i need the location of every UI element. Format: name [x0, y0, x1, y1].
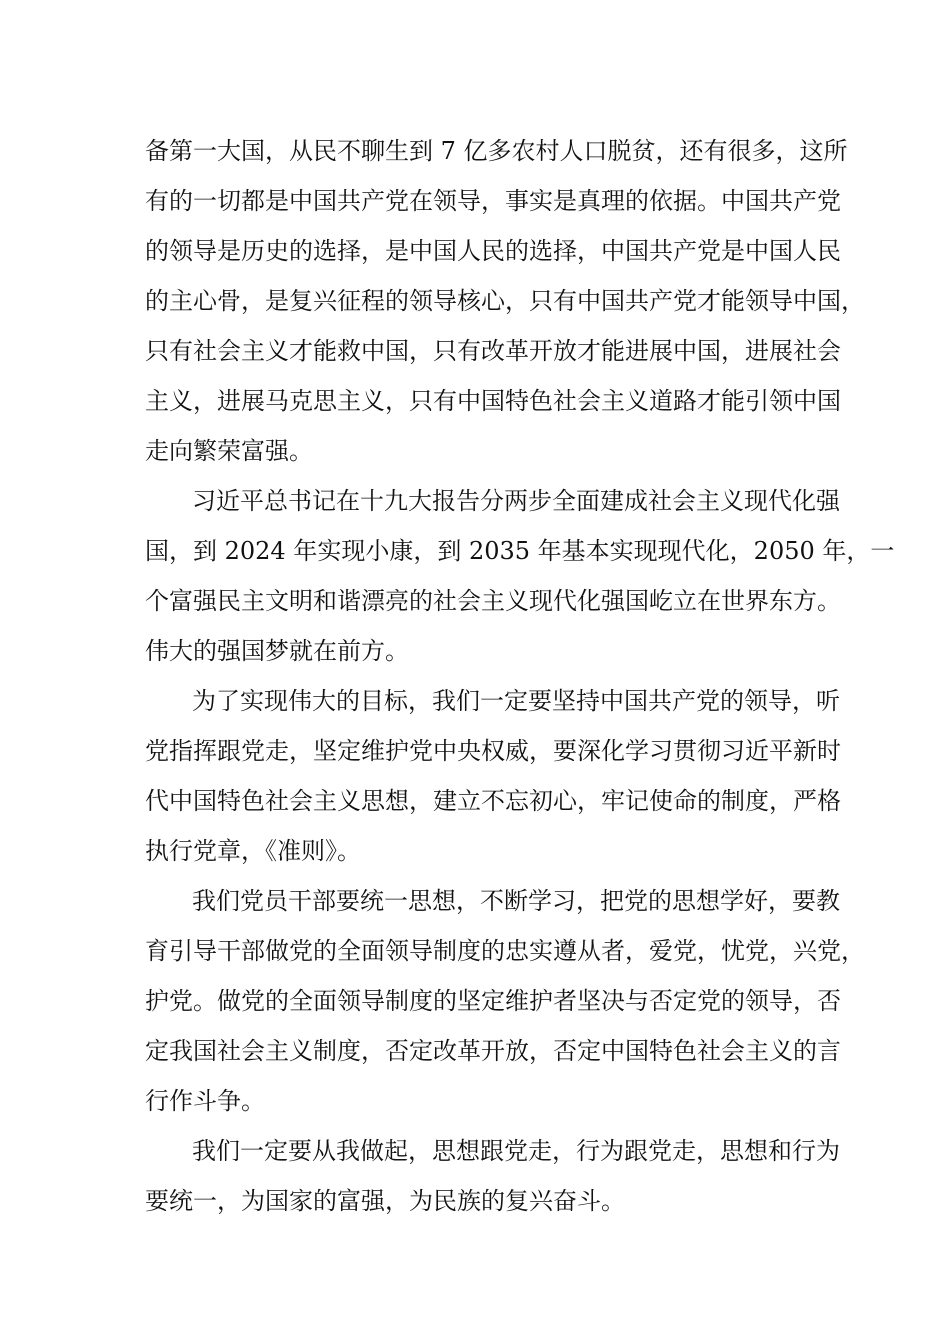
text-line: 护党。做党的全面领导制度的坚定维护者坚决与否定党的领导，否 — [145, 987, 841, 1015]
text-line: 的领导是历史的选择，是中国人民的选择，中国共产党是中国人民 — [145, 237, 841, 265]
text-line: 个富强民主文明和谐漂亮的社会主义现代化强国屹立在世界东方。 — [145, 587, 841, 615]
paragraph-first-line: 习近平总书记在十九大报告分两步全面建成社会主义现代化强 — [192, 487, 840, 515]
text-line: 执行党章，《准则》。 — [145, 837, 361, 865]
text-line: 代中国特色社会主义思想，建立不忘初心，牢记使命的制度，严格 — [145, 787, 841, 815]
paragraph-first-line: 我们党员干部要统一思想，不断学习，把党的思想学好，要教 — [192, 887, 840, 915]
text-line: 走向繁荣富强。 — [145, 437, 313, 465]
text-line: 备第一大国，从民不聊生到 7 亿多农村人口脱贫，还有很多，这所 — [145, 137, 848, 165]
paragraph-first-line: 我们一定要从我做起，思想跟党走，行为跟党走，思想和行为 — [192, 1137, 840, 1165]
text-line: 行作斗争。 — [145, 1087, 265, 1115]
text-line: 国，到 2024 年实现小康，到 2035 年基本实现现代化，2050 年，一 — [145, 537, 895, 565]
text-line: 的主心骨，是复兴征程的领导核心，只有中国共产党才能领导中国， — [145, 287, 865, 315]
text-line: 定我国社会主义制度，否定改革开放，否定中国特色社会主义的言 — [145, 1037, 841, 1065]
text-line: 育引导干部做党的全面领导制度的忠实遵从者，爱党，忧党，兴党， — [145, 937, 865, 965]
text-line: 只有社会主义才能救中国，只有改革开放才能进展中国，进展社会 — [145, 337, 841, 365]
text-line: 要统一，为国家的富强，为民族的复兴奋斗。 — [145, 1187, 625, 1215]
paragraph-first-line: 为了实现伟大的目标，我们一定要坚持中国共产党的领导，听 — [192, 687, 840, 715]
text-line: 有的一切都是中国共产党在领导，事实是真理的依据。中国共产党 — [145, 187, 841, 215]
text-line: 伟大的强国梦就在前方。 — [145, 637, 409, 665]
text-line: 党指挥跟党走，坚定维护党中央权威，要深化学习贯彻习近平新时 — [145, 737, 841, 765]
text-line: 主义，进展马克思主义，只有中国特色社会主义道路才能引领中国 — [145, 387, 841, 415]
